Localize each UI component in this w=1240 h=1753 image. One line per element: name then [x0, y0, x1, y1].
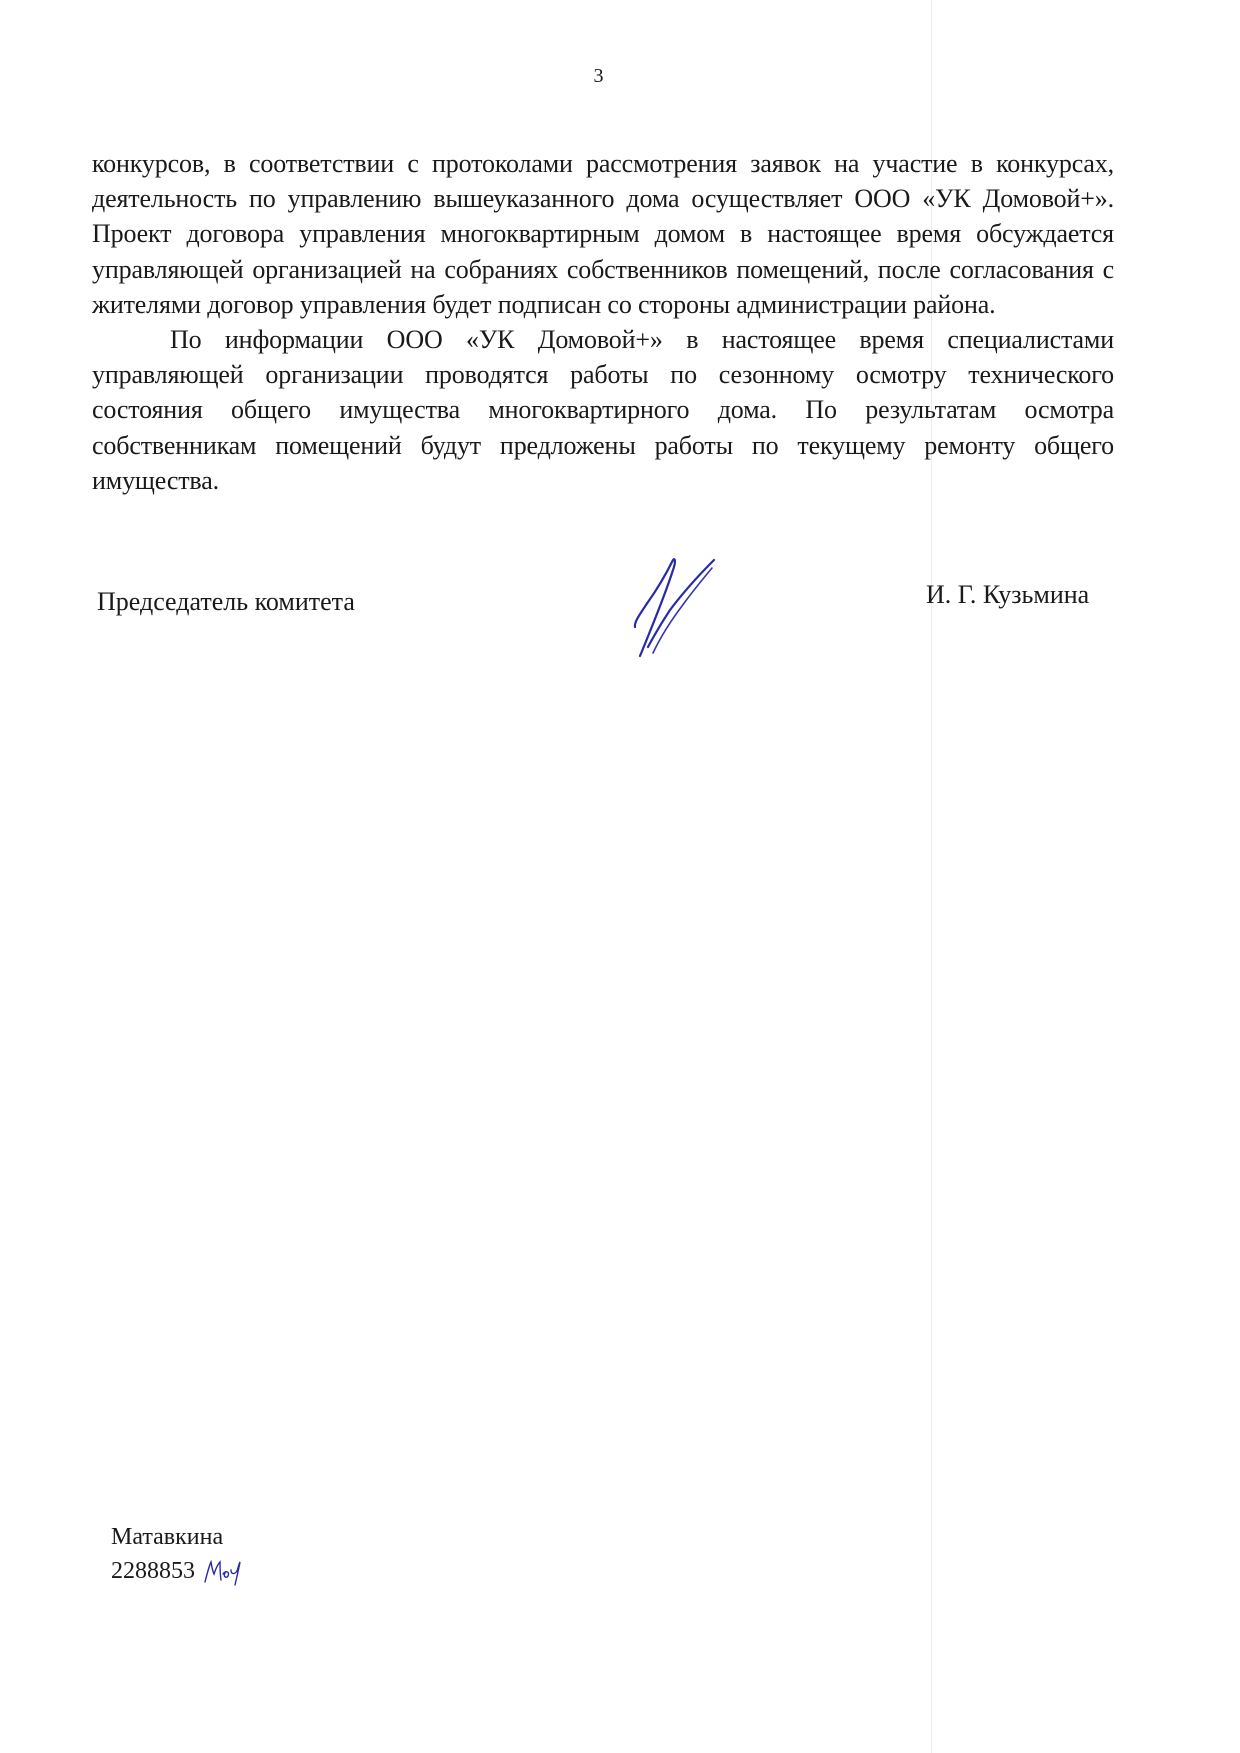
signatory-name: И. Г. Кузьмина [926, 580, 1090, 609]
executor-block [111, 1520, 245, 1588]
executor-name: Матавкина [111, 1524, 224, 1550]
paragraph-continuation: конкурсов, в соответствии с протоколами рассмотрения заявок на участие в конкурсах, деятельность по управлению вышеуказанного дома осуществляет ООО «УК Домовой+». Проект договора управления многоквартирным домом в настоящее время обсуждается управляющей организацией на собраниях собственников помещений, после согласования с жителями договор управления будет подписан со стороны администрации района. [92, 149, 1114, 319]
handwritten-initials-icon [203, 1556, 245, 1586]
page-number: 3 [593, 65, 604, 87]
executor-phone-row [111, 1554, 245, 1588]
signatory-position: Председатель комитета [97, 587, 355, 616]
executor-phone: 2288853 [111, 1558, 195, 1584]
paragraph-inspection-info: По информации ООО «УК Домовой+» в настоящее время специалистами управляющей организации проводятся работы по сезонному осмотру технического состояния общего имущества многоквартирного дома. По результатам осмотра собственникам помещений будут предложены работы по текущему ремонту общего имущества. [92, 325, 1114, 495]
letter-body [92, 146, 1114, 498]
handwritten-signature-icon [626, 552, 726, 667]
